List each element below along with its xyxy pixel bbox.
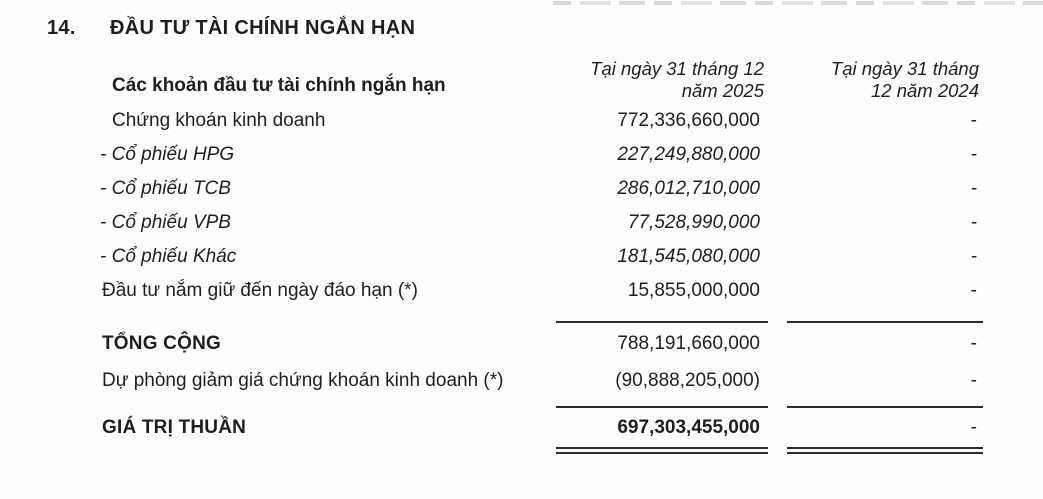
ruled-line-row [88, 308, 983, 324]
value-2024: - [970, 246, 977, 267]
row-label: GIÁ TRỊ THUẦN [102, 417, 247, 438]
row-label: - Cổ phiếu Khác [100, 246, 237, 267]
ruled-line-row [88, 398, 983, 409]
double-ruled-line-2025 [556, 447, 768, 454]
ruled-line-2024 [787, 321, 983, 323]
value-2025: 286,012,710,000 [617, 178, 760, 199]
value-2024: - [970, 280, 977, 301]
double-ruled-line-row [88, 447, 983, 457]
value-2024: - [970, 370, 977, 391]
double-ruled-line-2024 [787, 447, 983, 454]
column-header-2025-line1: Tại ngày 31 tháng 12 [590, 58, 764, 79]
value-2025: 788,191,660,000 [617, 333, 760, 354]
table-body [88, 104, 983, 457]
table-row [88, 172, 983, 206]
row-label: TỔNG CỘNG [102, 333, 221, 354]
table-row [88, 206, 983, 240]
value-2025: 15,855,000,000 [627, 280, 760, 301]
value-2025: 181,545,080,000 [617, 246, 760, 267]
value-2024: - [970, 417, 977, 438]
row-label: - Cổ phiếu TCB [100, 178, 231, 199]
section-number: 14. [47, 17, 76, 39]
column-header-2024-line1: Tại ngày 31 tháng [830, 58, 979, 79]
value-2025: 227,249,880,000 [617, 144, 760, 165]
value-2025: 77,528,990,000 [627, 212, 760, 233]
row-label: - Cổ phiếu HPG [100, 144, 235, 165]
row-label: Chứng khoán kinh doanh [112, 110, 326, 131]
table-header-row [88, 50, 983, 102]
ruled-line-2025 [556, 321, 768, 323]
table-row [88, 324, 983, 364]
value-2025: (90,888,205,000) [615, 370, 760, 391]
value-2024: - [970, 333, 977, 354]
clipped-text-remnant [553, 0, 1043, 6]
table-header-label: Các khoản đầu tư tài chính ngắn hạn [112, 75, 446, 96]
row-label: - Cổ phiếu VPB [100, 212, 231, 233]
ruled-line-2025 [556, 406, 768, 408]
value-2025: 772,336,660,000 [617, 110, 760, 131]
table-row [88, 240, 983, 274]
table-row [88, 274, 983, 308]
row-label: Dự phòng giảm giá chứng khoán kinh doanh (*) [102, 370, 504, 391]
column-header-2024 [787, 58, 983, 102]
table-row [88, 409, 983, 447]
row-label: Đầu tư nắm giữ đến ngày đáo hạn (*) [102, 280, 418, 301]
value-2024: - [970, 144, 977, 165]
column-header-2025-line2: năm 2025 [681, 80, 764, 101]
ruled-line-2024 [787, 406, 983, 408]
value-2024: - [970, 110, 977, 131]
section-title: ĐẦU TƯ TÀI CHÍNH NGẮN HẠN [110, 17, 416, 39]
column-header-2024-line2: 12 năm 2024 [870, 80, 979, 101]
column-header-2025 [548, 58, 768, 102]
value-2025: 697,303,455,000 [617, 417, 760, 438]
value-2024: - [970, 212, 977, 233]
table-row [88, 138, 983, 172]
table-row [88, 364, 983, 398]
value-2024: - [970, 178, 977, 199]
table-row [88, 104, 983, 138]
